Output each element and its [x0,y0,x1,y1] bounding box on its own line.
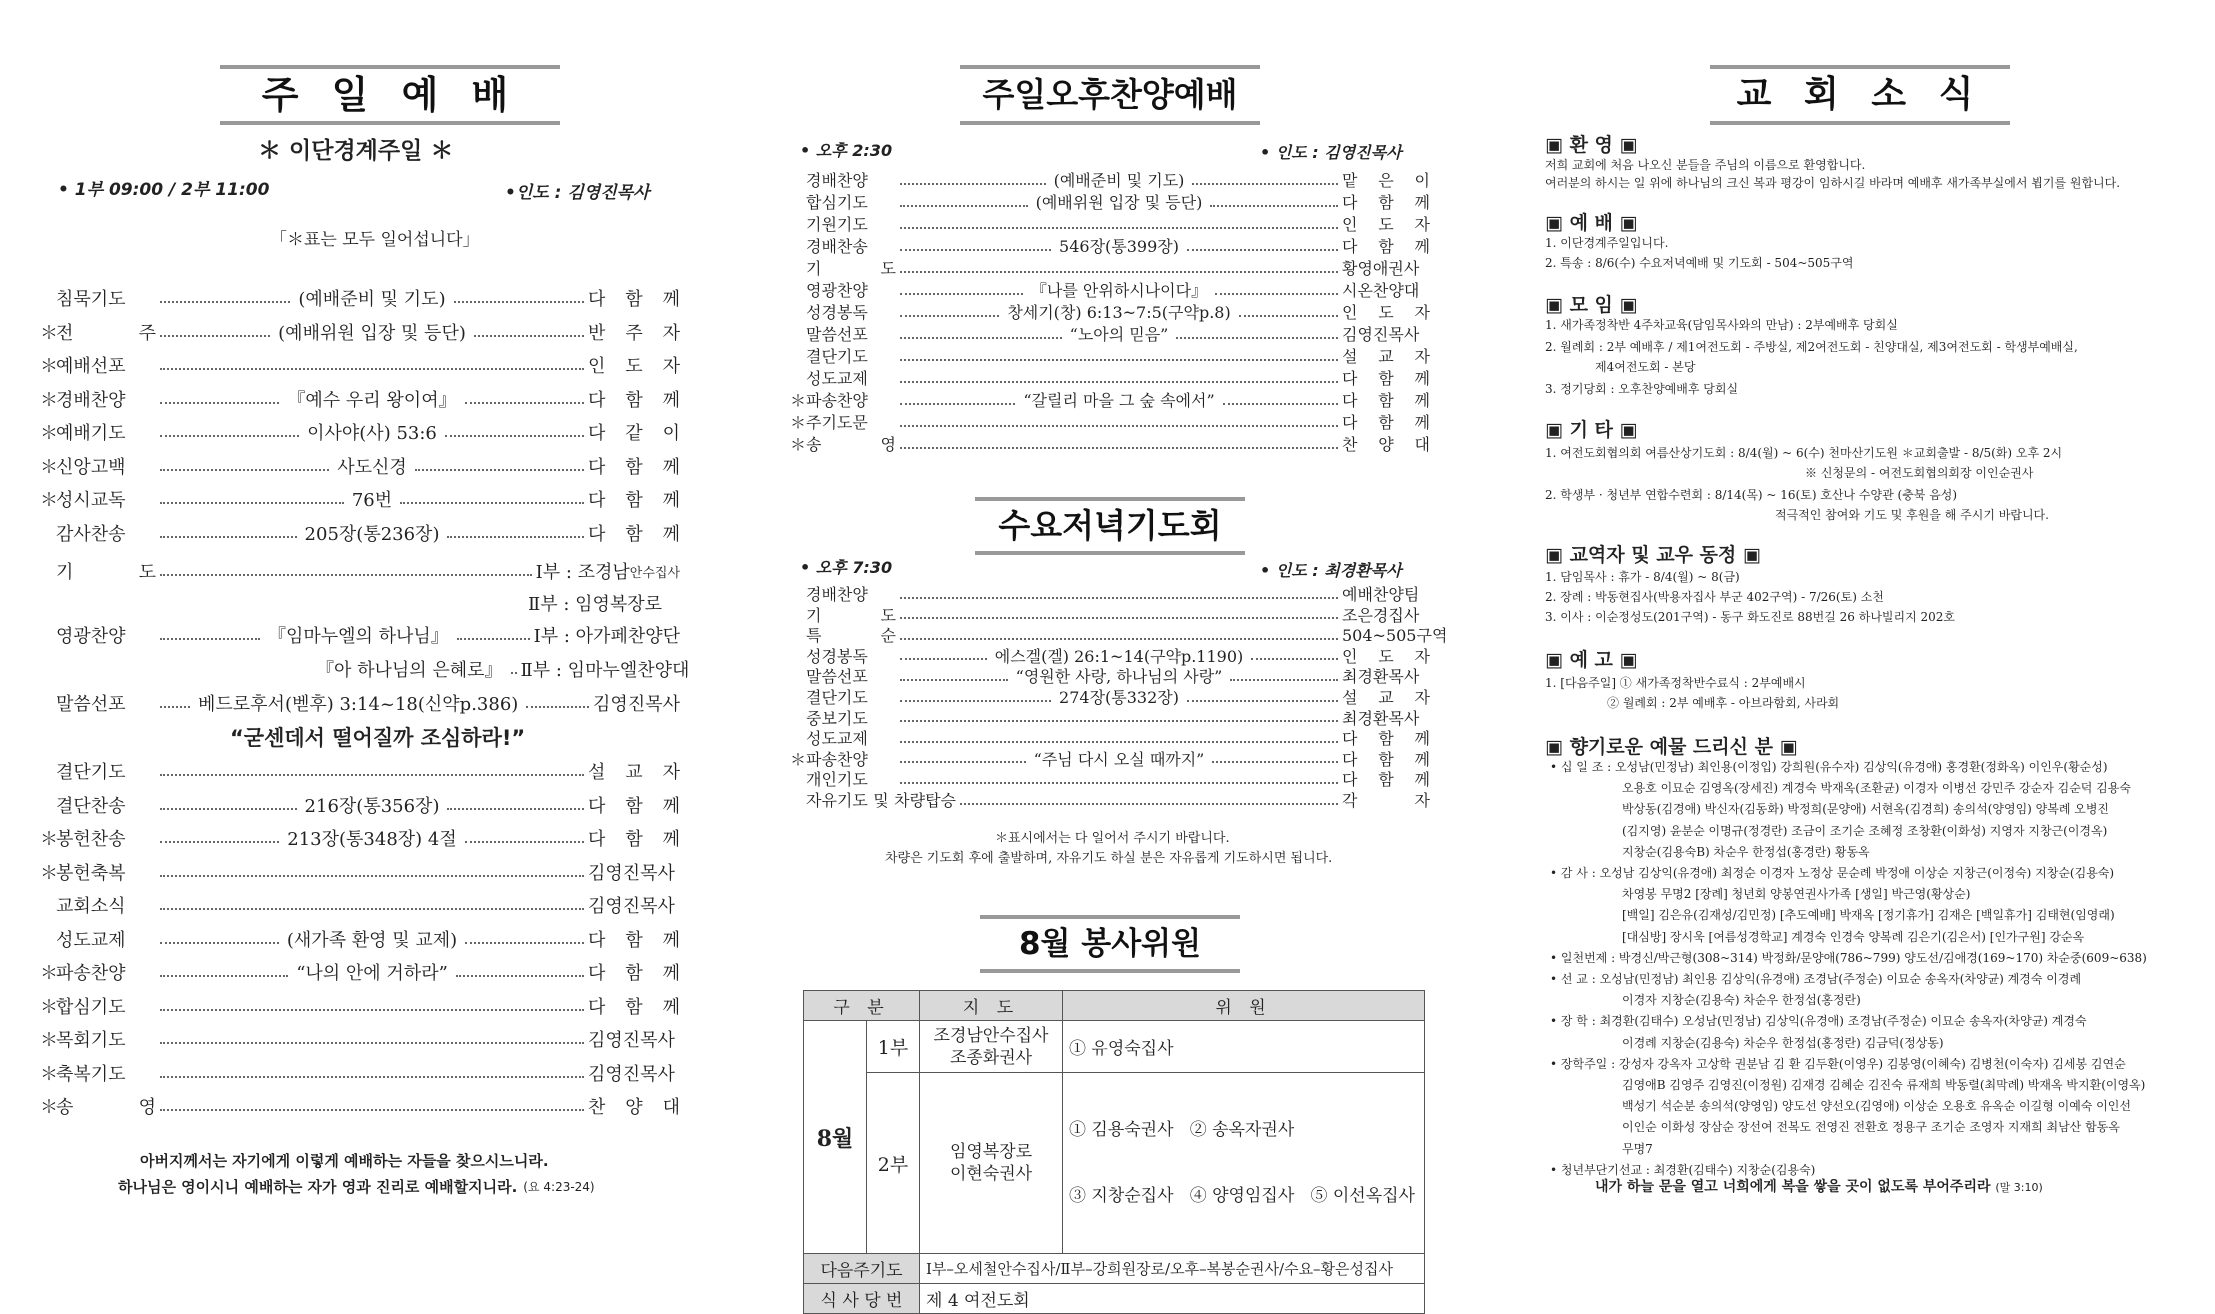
closing-verse-text: 내가 하늘 문을 열고 너희에게 복을 쌓을 곳이 없도록 부어주리라 [1595,1179,1991,1195]
standing-mark: ＊ [790,435,807,454]
praise-row [40,622,680,648]
order-name: 성시교독 [56,490,126,511]
welcome-heading: ▣ 환 영 ▣ [1545,134,1638,156]
order-name: 축복기도 [56,1063,126,1085]
standing-mark: ＊ [40,996,58,1018]
order-item [790,212,1430,235]
order-name: 성경봉독 [806,303,868,322]
order-detail: 76번 [351,490,393,511]
order-person: 다 같 이 [588,423,680,444]
welcome-line: 여러분의 하시는 일 위에 하나님의 크신 복과 평강이 임하시길 바라며 예배후 새가족부실에서 뵙기를 원합니다. [1545,176,2121,190]
order-name: 기 도 [56,562,156,583]
order-name: 교회소식 [56,896,126,917]
order-name: 기원기도 [806,215,868,234]
sermon-row [40,690,680,716]
order-person: 다 함 께 [1342,413,1430,432]
wednesday-time: • 오후 7:30 [800,558,893,577]
order-name: 특 순 [806,626,896,646]
prayer-row [40,558,680,584]
order-name: 성도교제 [806,369,868,388]
order-item [790,168,1430,191]
order-name: 주기도문 [806,413,868,432]
order-name: 파송찬양 [56,963,126,984]
order-name: 송 영 [806,435,896,454]
table-leader: 조경남안수집사 [933,1025,1049,1046]
meeting-line: 3. 정기당회 : 오후찬양예배후 당회실 [1545,382,1739,396]
standing-mark: ＊ [40,1030,58,1051]
order-detail: 『나를 안위하시나이다』 [1030,281,1208,300]
news-line: 2. 장례 : 박동현집사(박용자집사 부군 402구역) - 7/26(토) 소천 [1545,590,1884,604]
standing-mark: ＊ [40,389,58,411]
order-name: 신앙고백 [56,456,126,478]
standing-mark: ＊ [790,391,807,410]
order-detail: 274장(통332장) [1059,688,1179,707]
order-detail: “영원한 사랑, 하나님의 사랑” [1015,667,1223,687]
order-person: 최경환목사 [1342,708,1420,728]
standing-mark: ＊ [40,1097,58,1118]
order-item [40,453,680,479]
order-item [40,1026,680,1052]
order-name: 침묵기도 [56,289,126,310]
offering-line: 지창순(김용숙B) 차순우 한정섭(홍경란) 황동옥 [1622,844,1870,859]
order-name: 성도교제 [56,929,126,951]
prayer-part1: Ⅰ부 : 조경남 [535,562,630,583]
meeting-line: 2. 월례회 : 2부 예배후 / 제1여전도회 - 주방실, 제2여전도회 - 친양대실, 제3여전도회 - 학생부예배실, [1545,340,2078,354]
order-name: 파송찬양 [806,749,868,769]
order-name: 경배찬양 [56,389,126,411]
order-person: 설 교 자 [1342,688,1430,707]
table-members-line: ③ 지창순집사 ④ 양영임집사 ⑤ 이선옥집사 [1069,1186,1415,1206]
order-item [790,410,1430,433]
worship-line: 1. 이단경계주일입니다. [1545,236,1669,250]
order-name: 개인기도 [806,770,868,790]
order-person: 김영진목사 [588,1063,675,1085]
prayer-row-2: Ⅱ부 : 임영복장로 [528,594,663,615]
standing-mark: ＊ [790,749,807,769]
order-item [40,386,680,412]
order-name: 예배기도 [56,423,126,444]
order-person: 조은경집사 [1342,605,1420,625]
order-detail: (예배위원 입장 및 등단) [1035,193,1203,212]
table-part1-members: ① 유영숙집사 [1063,1021,1425,1073]
order-item [790,747,1430,770]
closing-verse-ref: (요 4:23-24) [523,1180,595,1194]
order-item [40,520,680,546]
order-item [40,926,680,952]
closing-verse-2 [118,1176,595,1197]
order-name: 결단찬송 [56,795,126,817]
standing-note: 「＊표는 모두 일어섭니다」 [270,230,480,250]
offering-line: (김지영) 윤분순 이명규(정경란) 조금이 조기순 조혜정 조창환(이화성) 지영자 지창근(이경옥) [1622,823,2108,838]
volunteers-table [803,990,1425,1314]
order-item [40,285,680,311]
order-name: 성도교제 [806,729,868,749]
order-person: 맡 은 이 [1342,171,1431,190]
other-line: 1. 여전도회협의회 여름산상기도회 : 8/4(월) ~ 6(수) 천마산기도원 ＊교회출발 - 8/5(화) 오후 2시 [1545,446,2063,460]
standing-mark: ＊ [40,322,58,344]
offering-line: • 십 일 조 : 오성남(민정남) 최인용(이정입) 강희원(유수자) 김상익(유경애) 홍경환(정화옥) 이인우(황순성) [1550,760,2108,774]
order-name: 결단기도 [806,347,868,366]
order-person: 다 함 께 [1342,193,1431,212]
table-part2-members [1063,1073,1425,1254]
order-item [40,892,680,918]
order-name: 영광찬양 [806,281,868,300]
order-item [790,300,1430,323]
table-leader: 임영복장로 [949,1142,1033,1162]
order-person: 다 함 께 [1342,729,1430,749]
order-person: 설 교 자 [1342,347,1430,366]
welcome-line: 저희 교회에 처음 나오신 분들을 주님의 이름으로 환영합니다. [1545,158,1866,172]
preview-line: 1. [다음주일] ① 새가족정착반수료식 : 2부예배시 [1545,676,1806,690]
preview-heading: ▣ 예 고 ▣ [1545,649,1638,671]
table-header-members: 위 원 [1063,991,1425,1021]
praise-2-title: 『아 하나님의 은혜로』 [316,660,503,681]
order-name: 결단기도 [806,688,868,707]
order-person: 다 함 께 [588,929,681,951]
order-person: 시온찬양대 [1342,281,1420,300]
order-detail: (예배준비 및 기도) [298,289,446,310]
news-line: 1. 담임목사 : 휴가 - 8/4(월) ~ 8(금) [1545,570,1740,584]
order-detail: 에스겔(겔) 26:1~14(구약p.1190) [994,646,1244,666]
order-item [790,278,1430,301]
offering-line: • 선 교 : 오성남(민정남) 최인용 김상익(유경애) 조경남(주정순) 이묘순 송옥자(차양균) 계경숙 이경례 [1550,972,2082,986]
order-detail: “노아의 믿음” [1069,325,1169,344]
order-person: 황영애권사 [1342,259,1420,278]
order-person: 예배찬양팀 [1342,585,1420,604]
other-line: ※ 신청문의 - 여전도회협의회장 이인순권사 [1805,466,2034,480]
table-part2: 2부 [867,1073,920,1254]
order-name: 결단기도 [56,762,126,783]
afternoon-leader: • 인도 : 김영진목사 [1260,143,1402,162]
order-name: 기 도 [806,259,896,278]
order-item [40,959,680,985]
order-item [790,344,1430,367]
order-name: 합심기도 [806,193,868,212]
church-news-title: 교 회 소 식 [1710,65,2010,125]
table-part2-leaders [920,1073,1063,1254]
order-detail: 546장(통399장) [1059,237,1179,256]
order-item [790,664,1430,687]
order-item [790,644,1430,667]
order-name: 전 주 [56,322,156,344]
table-meal-label: 식 사 당 번 [804,1284,920,1314]
sunday-worship-title: 주 일 예 배 [220,65,560,125]
sunday-worship-subtitle: ＊ 이단경계주일 ＊ [258,138,454,164]
standing-mark: ＊ [40,423,58,444]
order-detail: 216장(통356장) [304,795,440,817]
order-detail: 이사야(사) 53:6 [307,423,437,444]
order-detail: “주님 다시 오실 때까지” [1033,749,1205,769]
order-person: 다 함 께 [588,456,680,478]
offering-line: 이경자 지창순(김용숙) 차순우 한정섭(홍정란) [1622,993,1861,1008]
order-item [790,685,1430,708]
table-part1-leaders [920,1021,1063,1073]
standing-mark: ＊ [790,413,807,432]
order-detail: (새가족 환영 및 교제) [286,929,458,951]
order-item [790,234,1430,257]
standing-mark: ＊ [40,1063,58,1085]
order-person: 인 도 자 [1342,303,1431,322]
news-heading: ▣ 교역자 및 교우 동정 ▣ [1545,544,1761,566]
order-item [790,582,1430,605]
offering-heading: ▣ 향기로운 예물 드리신 분 ▣ [1545,736,1798,758]
order-item [790,256,1430,279]
offering-line: 이경례 지창순(김용숙) 차순우 한정섭(홍정란) 김금덕(정상동) [1622,1035,1944,1050]
order-name: 말씀선포 [806,325,868,344]
offering-line: 이인순 이화성 장삼순 장선여 전복도 전영진 전환호 정용구 조기순 조영자 지재희 최남산 함동옥 [1622,1120,2120,1135]
closing-verse-ref: (말 3:10) [1995,1181,2043,1194]
worship-heading: ▣ 예 배 ▣ [1545,212,1638,234]
order-name: 봉헌축복 [56,862,126,884]
offering-line: 박상동(김경애) 박신자(김동화) 박정희(문양애) 서현옥(김경희) 송의석(양영임) 양복례 오병진 [1622,802,2110,817]
order-person: 다 함 께 [1342,237,1430,256]
order-item [40,1093,680,1119]
order-detail: 213장(통348장) 4절 [287,829,457,850]
order-name: 합심기도 [56,996,126,1018]
meeting-line: 제4여전도회 - 본당 [1595,360,1696,374]
offering-line: • 감 사 : 오성남 김상익(유경애) 최정순 이경자 노정상 문순례 박정애 이상순 지창근(이정숙) 지창순(김용숙) [1550,866,2115,880]
offering-line: • 청년부단기선교 : 최경환(김태수) 지창순(김용숙) [1550,1162,1816,1177]
standing-mark: ＊ [40,456,58,478]
order-person: 인 도 자 [588,356,680,377]
order-person: 다 함 께 [588,523,681,545]
order-name: 파송찬양 [806,391,868,410]
order-person: 김영진목사 [588,1030,675,1051]
order-person: 다 함 께 [1342,391,1431,410]
order-name: 중보기도 [806,708,868,728]
offering-line: • 장 학 : 최경환(김태수) 오성남(민정남) 김상익(유경애) 조경남(주정순) 이묘순 송옥자(차양균) 계경숙 [1550,1014,2087,1029]
order-person: 김영진목사 [1342,325,1420,344]
order-name: 봉헌찬송 [56,829,126,850]
order-item [40,792,680,818]
offering-line: 김영애B 김영주 김영진(이정원) 김재경 김혜순 김진숙 류재희 박동렬(최막례) 박재옥 박지환(이영옥) [1622,1078,2146,1092]
order-person: 다 함 께 [588,289,680,310]
table-next-prayer-value: Ⅰ부–오세철안수집사/Ⅱ부–강희원장로/오후–복봉순권사/수요–황은성집사 [920,1254,1425,1284]
preview-line: ② 월례회 : 2부 예배후 - 아브라함회, 사라회 [1607,696,1840,710]
order-name: 경배찬양 [806,585,868,604]
order-item [790,322,1430,345]
table-part1: 1부 [867,1021,920,1073]
order-person: 다 함 께 [588,490,681,511]
table-members-line: ① 김용숙권사 ② 송옥자권사 [1069,1120,1295,1140]
sermon-preacher: 김영진목사 [593,694,680,715]
order-detail: 사도신경 [337,456,407,478]
other-line: 2. 학생부 · 청년부 연합수련회 : 8/14(목) ~ 16(토) 호산나 수양관 (충북 음성) [1545,488,1958,502]
volunteers-title: 8월 봉사위원 [980,915,1240,973]
praise-row-2 [312,656,690,682]
order-person: 다 함 께 [588,795,681,817]
sermon-title: “굳센데서 떨어질까 조심하라!” [230,726,526,750]
order-person: 인 도 자 [1342,646,1431,666]
order-name: 성경봉독 [806,646,868,666]
order-detail: (예배위원 입장 및 등단) [278,322,466,344]
wednesday-prayer-title: 수요저녁기도회 [975,497,1245,555]
offering-line: 차영봉 무명2 [장례] 청년회 양봉연권사가족 [생일] 박근영(황상순) [1622,887,1971,902]
order-person: 다 함 께 [1342,770,1430,790]
order-person: 다 함 께 [1342,369,1430,388]
table-next-prayer-label: 다음주기도 [804,1254,920,1284]
order-item [790,706,1430,729]
afternoon-time: • 오후 2:30 [800,141,893,160]
order-item [40,758,680,784]
afternoon-worship-title: 주일오후찬양예배 [960,65,1260,125]
standing-mark: ＊ [40,862,58,884]
order-name: 기 도 [806,605,896,625]
order-name: 목회기도 [56,1030,126,1051]
order-name: 송 영 [56,1097,156,1118]
order-item [40,993,680,1019]
order-person: 찬 양 대 [1342,435,1430,454]
order-detail: 205장(통236장) [304,523,440,545]
closing-verse-1: 아버지께서는 자기에게 이렇게 예배하는 자들을 찾으시느니라. [140,1152,549,1170]
meeting-heading: ▣ 모 임 ▣ [1545,294,1638,316]
order-detail: “갈릴리 마을 그 숲 속에서” [1023,391,1215,410]
table-meal-value: 제 4 여전도회 [920,1284,1425,1314]
order-name: 경배찬송 [806,237,868,256]
order-item [790,432,1430,455]
order-person: 각 자 [1342,791,1430,810]
offering-line: 백성기 석순분 송의석(양영임) 양도선 양선오(김영애) 이상순 오용호 유옥순 이길형 이예숙 이인선 [1622,1099,2131,1114]
other-heading: ▣ 기 타 ▣ [1545,419,1638,441]
order-item [790,788,1430,811]
offering-line: [대심방] 장시욱 [여름성경학교] 계경숙 인경숙 양복례 김은기(김은서) [인가구원] 강순옥 [1622,929,2085,944]
standing-mark: ＊ [40,356,58,377]
table-header-division: 구 분 [804,991,920,1021]
order-item [40,859,680,885]
sermon-scripture: 베드로후서(벧후) 3:14~18(신약p.386) [198,694,519,715]
order-item [40,486,680,512]
order-detail: 『예수 우리 왕이여』 [287,389,457,411]
order-person: 최경환목사 [1342,667,1420,687]
order-item [790,623,1448,646]
vehicle-note: 차량은 기도회 후에 출발하며, 자유기도 하실 분은 자유롭게 기도하시면 됩니다. [885,851,1333,866]
order-item [790,767,1430,790]
order-person: 설 교 자 [588,762,680,783]
order-person: 504~505구역 [1342,626,1448,646]
order-item [790,190,1430,213]
standing-mark: ＊ [40,490,58,511]
meeting-line: 1. 새가족정착반 4주차교육(담임목사와의 만남) : 2부예배후 당회실 [1545,318,1898,332]
prayer-part1-title: 안수집사 [629,565,680,581]
table-header-leader: 지 도 [920,991,1063,1021]
table-month: 8월 [804,1021,867,1254]
praise-1-choir: Ⅰ부 : 아가페찬양단 [533,626,680,647]
worship-line: 2. 특송 : 8/6(수) 수요저녁예배 및 기도회 - 504~505구역 [1545,256,1854,270]
order-item [790,726,1430,749]
other-line: 적극적인 참여와 기도 및 후원을 해 주시기 바랍니다. [1775,508,2049,522]
standing-mark: ＊ [40,963,58,984]
order-person: 다 함 께 [588,963,681,984]
standing-mark: ＊ [40,829,58,850]
order-name: 자유기도 및 차량탑승 [806,791,956,810]
table-leader: 이현숙권사 [949,1164,1033,1184]
order-item [790,366,1430,389]
table-leader: 조종화권사 [949,1047,1033,1068]
order-person: 반 주 자 [588,322,681,344]
order-item [40,352,680,378]
offering-line: [백일] 김은유(김재성/김민정) [추도예배] 박재옥 [정기휴가] 김재은 [백일휴가] 김태현(임영래) [1622,908,2115,923]
order-name: 감사찬송 [56,523,126,545]
order-item [790,603,1430,626]
offering-line: 무명7 [1622,1141,1653,1156]
service-time: • 1부 09:00 / 2부 11:00 [58,180,270,200]
offering-line: • 일천번제 : 박경신/박근형(308~314) 박정화/문양애(786~799) 양도선/김애경(169~170) 차순중(609~638) [1550,950,2147,965]
order-item [40,1060,680,1086]
order-person: 찬 양 대 [588,1097,680,1118]
order-item [790,388,1430,411]
order-name: 예배선포 [56,356,126,377]
order-item [40,825,680,851]
wednesday-leader: • 인도 : 최경환목사 [1260,561,1402,580]
standing-note-2: ＊표시에서는 다 일어서 주시기 바랍니다. [995,831,1230,846]
praise-2-choir: Ⅱ부 : 임마누엘찬양대 [520,660,690,681]
order-detail: (예배준비 및 기도) [1053,171,1185,190]
order-person: 다 함 께 [1342,749,1431,769]
order-person: 다 함 께 [588,829,681,850]
offering-line: 오용호 이묘순 김영옥(장세진) 계경숙 박재옥(조환균) 이경자 이병선 강민주 강순자 김순덕 김용숙 [1622,781,2131,796]
order-item [40,319,680,345]
offering-line: • 장학주일 : 강성자 강옥자 고상학 권분남 김 환 김두환(이영우) 김봉영(이혜숙) 김병천(이숙자) 김세봉 김연순 [1550,1056,2126,1071]
order-person: 인 도 자 [1342,215,1430,234]
closing-verse [1595,1178,2043,1197]
closing-verse-2-text: 하나님은 영이시니 예배하는 자가 영과 진리로 예배할지니라. [118,1178,518,1196]
order-person: 다 함 께 [588,996,680,1018]
praise-1-title: 『임마누엘의 하나님』 [268,626,449,647]
order-detail: 창세기(창) 6:13~7:5(구약p.8) [1007,303,1231,322]
order-name: 경배찬양 [806,171,868,190]
order-name: 말씀선포 [56,694,126,715]
order-person: 김영진목사 [588,862,675,884]
order-person: 다 함 께 [588,389,681,411]
order-name: 말씀선포 [806,667,868,687]
service-leader: •인도 : 김영진목사 [505,183,650,203]
order-detail: “나의 안에 거하라” [296,963,448,984]
order-item [40,419,680,445]
news-line: 3. 이사 : 이순정성도(201구역) - 동구 화도진로 88번길 26 하나빌리지 202호 [1545,610,1956,624]
order-name: 영광찬양 [56,626,126,647]
order-person: 김영진목사 [588,896,675,917]
